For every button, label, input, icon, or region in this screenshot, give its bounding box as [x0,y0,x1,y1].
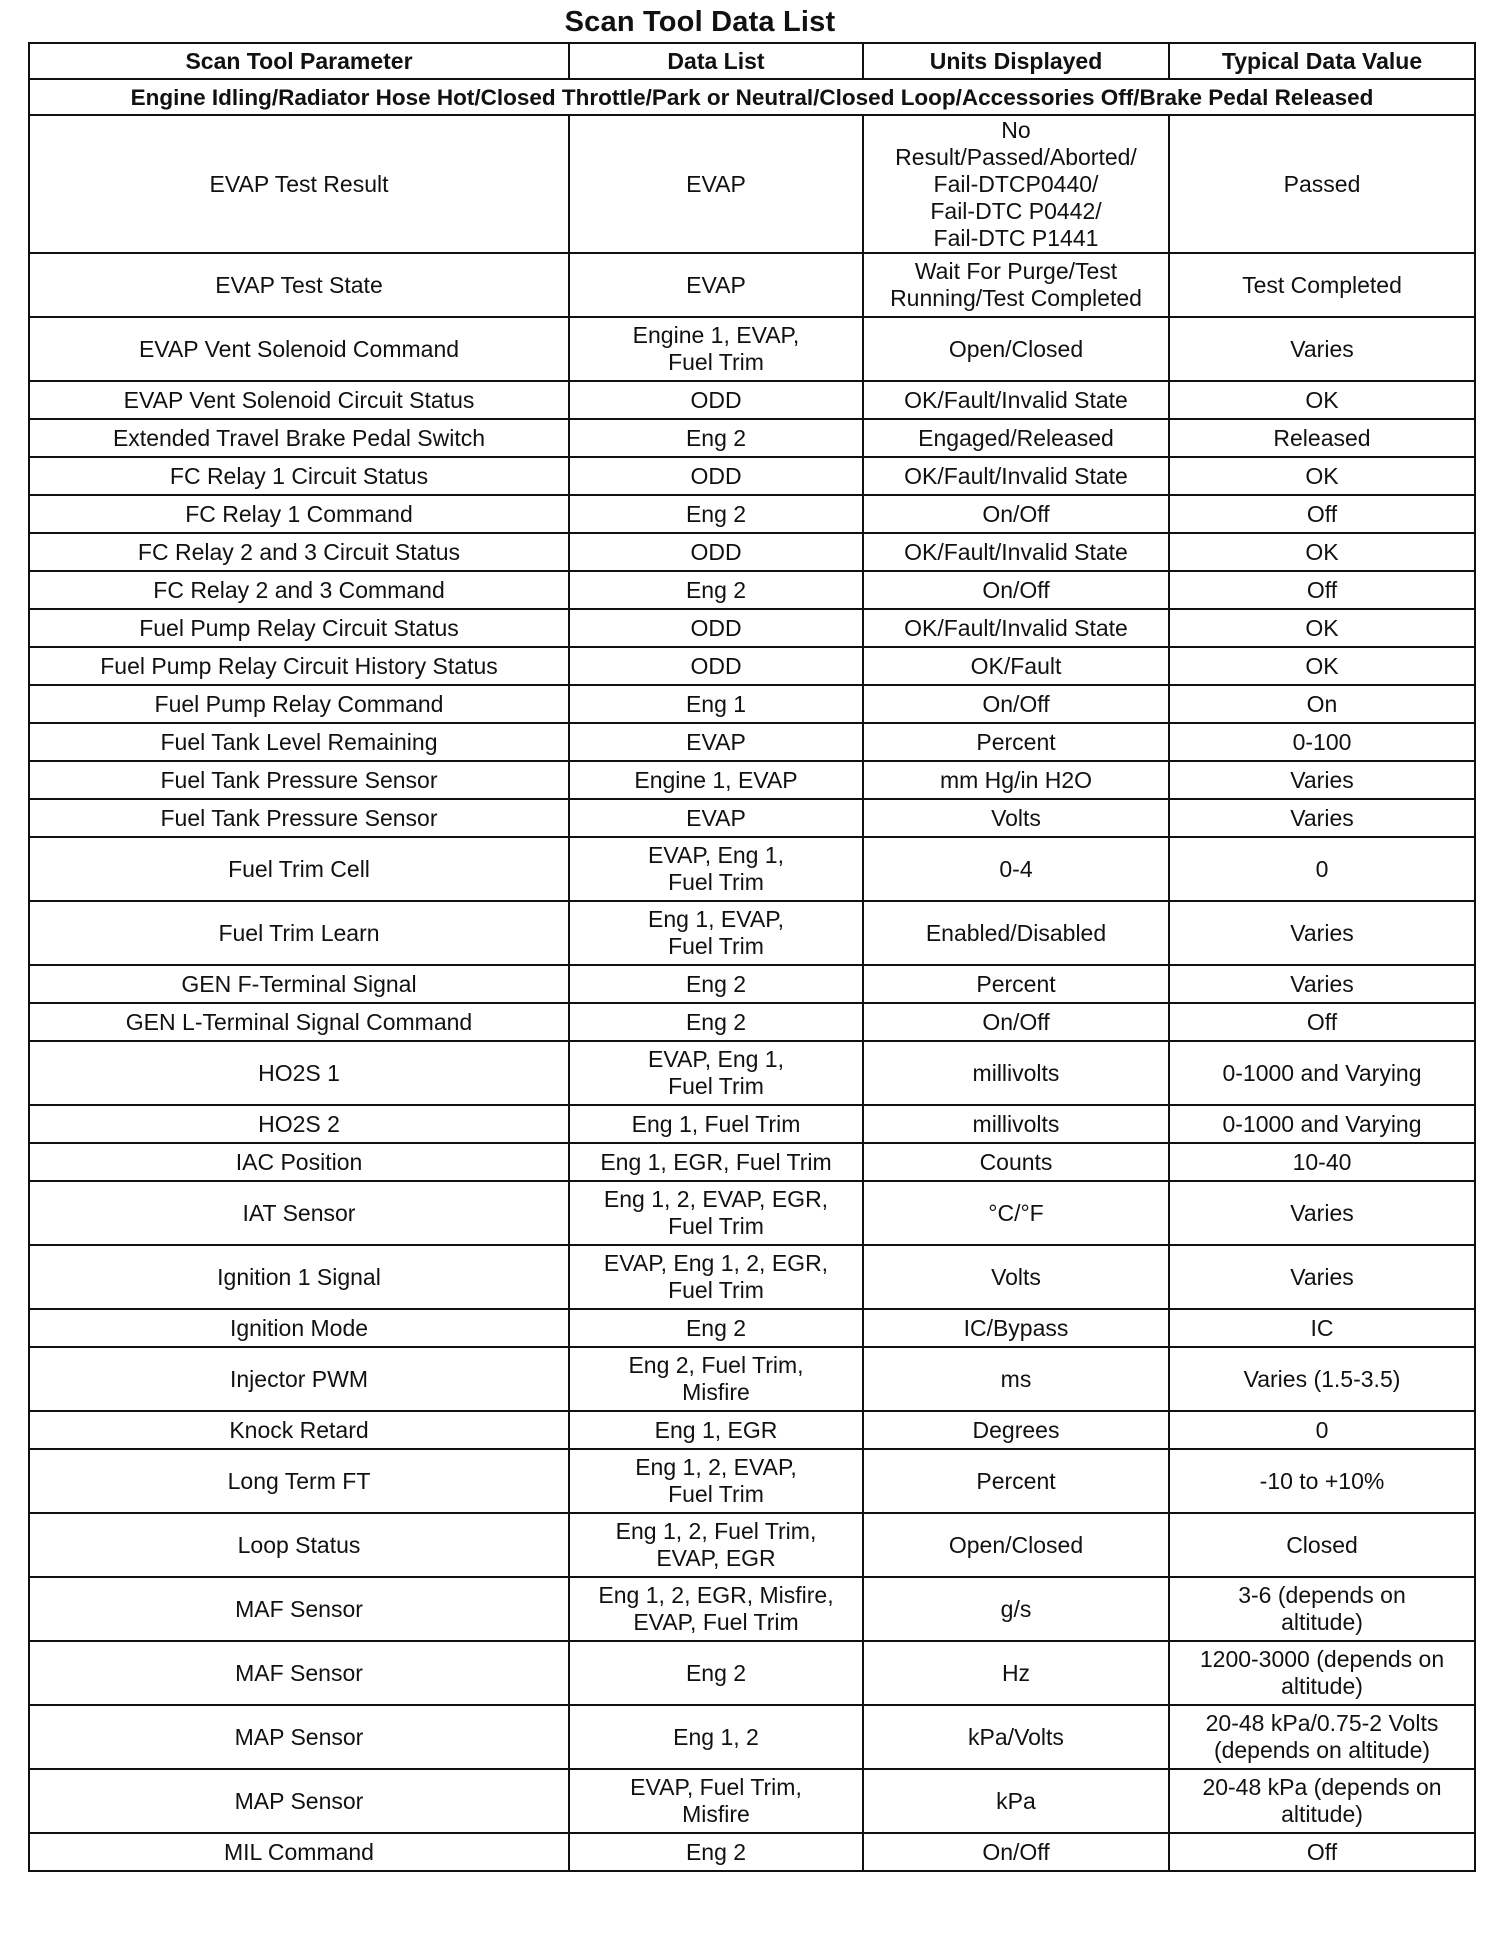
operating-condition: Engine Idling/Radiator Hose Hot/Closed Throttle/Park or Neutral/Closed Loop/Accessories Off/Brake Pedal Released [29,79,1475,115]
cell-typical-value: 20-48 kPa (depends on altitude) [1169,1769,1475,1833]
cell-parameter: FC Relay 1 Circuit Status [29,457,569,495]
cell-data-list: EVAP, Eng 1, Fuel Trim [569,837,863,901]
cell-units: OK/Fault/Invalid State [863,381,1169,419]
column-header-units: Units Displayed [863,43,1169,79]
cell-data-list: EVAP [569,799,863,837]
cell-data-list: Eng 2 [569,419,863,457]
cell-units: kPa [863,1769,1169,1833]
cell-typical-value: Varies [1169,317,1475,381]
cell-typical-value: 0-1000 and Varying [1169,1041,1475,1105]
table-row [29,1143,1475,1181]
table-row [29,1245,1475,1309]
cell-data-list: EVAP, Eng 1, 2, EGR, Fuel Trim [569,1245,863,1309]
table-row [29,1041,1475,1105]
cell-typical-value: OK [1169,647,1475,685]
table-row [29,253,1475,317]
cell-data-list: EVAP [569,115,863,253]
cell-units: Enabled/Disabled [863,901,1169,965]
cell-units: Engaged/Released [863,419,1169,457]
cell-parameter: Long Term FT [29,1449,569,1513]
cell-typical-value: Varies (1.5-3.5) [1169,1347,1475,1411]
table-row [29,1003,1475,1041]
cell-data-list: Eng 1, EVAP, Fuel Trim [569,901,863,965]
table-row [29,723,1475,761]
cell-parameter: Knock Retard [29,1411,569,1449]
cell-data-list: Eng 1, 2, EGR, Misfire, EVAP, Fuel Trim [569,1577,863,1641]
cell-typical-value: Off [1169,495,1475,533]
cell-data-list: Eng 2 [569,495,863,533]
table-row [29,1577,1475,1641]
cell-units: On/Off [863,495,1169,533]
cell-typical-value: Closed [1169,1513,1475,1577]
cell-typical-value: 1200-3000 (depends on altitude) [1169,1641,1475,1705]
table-row [29,419,1475,457]
cell-units: millivolts [863,1105,1169,1143]
cell-data-list: ODD [569,647,863,685]
cell-data-list: Eng 1, Fuel Trim [569,1105,863,1143]
cell-typical-value: Varies [1169,901,1475,965]
cell-typical-value: 3-6 (depends on altitude) [1169,1577,1475,1641]
cell-data-list: Eng 1, EGR, Fuel Trim [569,1143,863,1181]
table-row [29,609,1475,647]
cell-data-list: Eng 1, 2, EVAP, EGR, Fuel Trim [569,1181,863,1245]
cell-typical-value: Varies [1169,799,1475,837]
cell-typical-value: 0-1000 and Varying [1169,1105,1475,1143]
cell-typical-value: On [1169,685,1475,723]
cell-data-list: ODD [569,609,863,647]
scan-tool-data-table [28,42,1476,1872]
cell-typical-value: 0 [1169,837,1475,901]
table-row [29,685,1475,723]
cell-typical-value: Varies [1169,761,1475,799]
table-row [29,1309,1475,1347]
cell-units: mm Hg/in H2O [863,761,1169,799]
cell-units: 0-4 [863,837,1169,901]
cell-typical-value: Off [1169,571,1475,609]
table-row [29,1513,1475,1577]
table-row [29,1641,1475,1705]
cell-parameter: IAT Sensor [29,1181,569,1245]
table-row [29,115,1475,253]
cell-parameter: FC Relay 1 Command [29,495,569,533]
cell-units: kPa/Volts [863,1705,1169,1769]
cell-data-list: Eng 2 [569,1641,863,1705]
cell-data-list: Eng 1, 2, Fuel Trim, EVAP, EGR [569,1513,863,1577]
column-header-typical-value: Typical Data Value [1169,43,1475,79]
cell-typical-value: Varies [1169,965,1475,1003]
cell-units: ms [863,1347,1169,1411]
cell-parameter: GEN F-Terminal Signal [29,965,569,1003]
cell-typical-value: Off [1169,1003,1475,1041]
table-row [29,1769,1475,1833]
cell-data-list: Eng 2 [569,571,863,609]
column-header-data-list: Data List [569,43,863,79]
cell-parameter: MAF Sensor [29,1641,569,1705]
cell-parameter: EVAP Test Result [29,115,569,253]
cell-parameter: Extended Travel Brake Pedal Switch [29,419,569,457]
cell-parameter: Fuel Pump Relay Command [29,685,569,723]
cell-units: Volts [863,799,1169,837]
cell-parameter: Fuel Pump Relay Circuit Status [29,609,569,647]
cell-units: Degrees [863,1411,1169,1449]
cell-typical-value: IC [1169,1309,1475,1347]
cell-parameter: EVAP Test State [29,253,569,317]
cell-parameter: Ignition Mode [29,1309,569,1347]
cell-typical-value: OK [1169,609,1475,647]
cell-data-list: ODD [569,533,863,571]
cell-parameter: Fuel Tank Level Remaining [29,723,569,761]
cell-data-list: EVAP [569,253,863,317]
cell-typical-value: OK [1169,457,1475,495]
cell-parameter: IAC Position [29,1143,569,1181]
table-row [29,1181,1475,1245]
cell-parameter: Fuel Tank Pressure Sensor [29,761,569,799]
cell-units: g/s [863,1577,1169,1641]
cell-units: Wait For Purge/Test Running/Test Completed [863,253,1169,317]
cell-units: On/Off [863,571,1169,609]
cell-units: OK/Fault/Invalid State [863,457,1169,495]
cell-typical-value: 10-40 [1169,1143,1475,1181]
cell-parameter: HO2S 2 [29,1105,569,1143]
table-row [29,799,1475,837]
cell-parameter: EVAP Vent Solenoid Command [29,317,569,381]
cell-parameter: HO2S 1 [29,1041,569,1105]
cell-data-list: Engine 1, EVAP [569,761,863,799]
cell-data-list: Eng 1, 2 [569,1705,863,1769]
cell-parameter: MIL Command [29,1833,569,1871]
table-row [29,761,1475,799]
table-row [29,647,1475,685]
cell-parameter: Fuel Trim Learn [29,901,569,965]
cell-typical-value: Test Completed [1169,253,1475,317]
page-title: Scan Tool Data List [564,6,836,38]
table-row [29,317,1475,381]
table-row [29,965,1475,1003]
cell-units: Percent [863,1449,1169,1513]
cell-typical-value: -10 to +10% [1169,1449,1475,1513]
cell-data-list: EVAP, Eng 1, Fuel Trim [569,1041,863,1105]
cell-data-list: Eng 2 [569,1833,863,1871]
table-row [29,571,1475,609]
column-header-parameter: Scan Tool Parameter [29,43,569,79]
cell-data-list: Engine 1, EVAP, Fuel Trim [569,317,863,381]
cell-units: Percent [863,965,1169,1003]
cell-units: IC/Bypass [863,1309,1169,1347]
cell-parameter: Loop Status [29,1513,569,1577]
cell-parameter: Ignition 1 Signal [29,1245,569,1309]
cell-units: On/Off [863,685,1169,723]
cell-data-list: Eng 2 [569,965,863,1003]
table-row [29,1105,1475,1143]
cell-typical-value: OK [1169,533,1475,571]
cell-typical-value: 0-100 [1169,723,1475,761]
cell-units: Open/Closed [863,1513,1169,1577]
cell-units: OK/Fault/Invalid State [863,609,1169,647]
cell-parameter: Fuel Trim Cell [29,837,569,901]
cell-units: Hz [863,1641,1169,1705]
cell-typical-value: Varies [1169,1245,1475,1309]
cell-units: OK/Fault/Invalid State [863,533,1169,571]
cell-parameter: MAP Sensor [29,1769,569,1833]
cell-units: OK/Fault [863,647,1169,685]
cell-typical-value: Varies [1169,1181,1475,1245]
cell-parameter: FC Relay 2 and 3 Circuit Status [29,533,569,571]
cell-typical-value: Passed [1169,115,1475,253]
table-row [29,495,1475,533]
table-row [29,1833,1475,1871]
cell-data-list: Eng 1 [569,685,863,723]
cell-data-list: Eng 1, EGR [569,1411,863,1449]
cell-parameter: Fuel Tank Pressure Sensor [29,799,569,837]
cell-data-list: ODD [569,381,863,419]
cell-units: Open/Closed [863,317,1169,381]
cell-data-list: Eng 1, 2, EVAP, Fuel Trim [569,1449,863,1513]
cell-typical-value: 0 [1169,1411,1475,1449]
cell-parameter: MAP Sensor [29,1705,569,1769]
cell-units: No Result/Passed/Aborted/ Fail-DTCP0440/ Fail-DTC P0442/ Fail-DTC P1441 [863,115,1169,253]
cell-parameter: GEN L-Terminal Signal Command [29,1003,569,1041]
table-row [29,1347,1475,1411]
cell-data-list: Eng 2, Fuel Trim, Misfire [569,1347,863,1411]
cell-parameter: EVAP Vent Solenoid Circuit Status [29,381,569,419]
cell-units: On/Off [863,1833,1169,1871]
cell-data-list: Eng 2 [569,1309,863,1347]
table-row [29,381,1475,419]
cell-units: On/Off [863,1003,1169,1041]
cell-typical-value: Off [1169,1833,1475,1871]
cell-parameter: MAF Sensor [29,1577,569,1641]
table-row [29,1705,1475,1769]
cell-data-list: Eng 2 [569,1003,863,1041]
cell-units: Percent [863,723,1169,761]
cell-units: Counts [863,1143,1169,1181]
cell-parameter: Fuel Pump Relay Circuit History Status [29,647,569,685]
cell-data-list: ODD [569,457,863,495]
condition-row [29,79,1475,115]
cell-typical-value: Released [1169,419,1475,457]
cell-data-list: EVAP, Fuel Trim, Misfire [569,1769,863,1833]
table-row [29,457,1475,495]
cell-typical-value: OK [1169,381,1475,419]
cell-units: millivolts [863,1041,1169,1105]
cell-typical-value: 20-48 kPa/0.75-2 Volts (depends on altitude) [1169,1705,1475,1769]
cell-units: Volts [863,1245,1169,1309]
header-row [29,43,1475,79]
cell-data-list: EVAP [569,723,863,761]
table-row [29,1449,1475,1513]
cell-parameter: FC Relay 2 and 3 Command [29,571,569,609]
table-row [29,1411,1475,1449]
table-row [29,837,1475,901]
table-row [29,533,1475,571]
cell-units: °C/°F [863,1181,1169,1245]
cell-parameter: Injector PWM [29,1347,569,1411]
table-row [29,901,1475,965]
